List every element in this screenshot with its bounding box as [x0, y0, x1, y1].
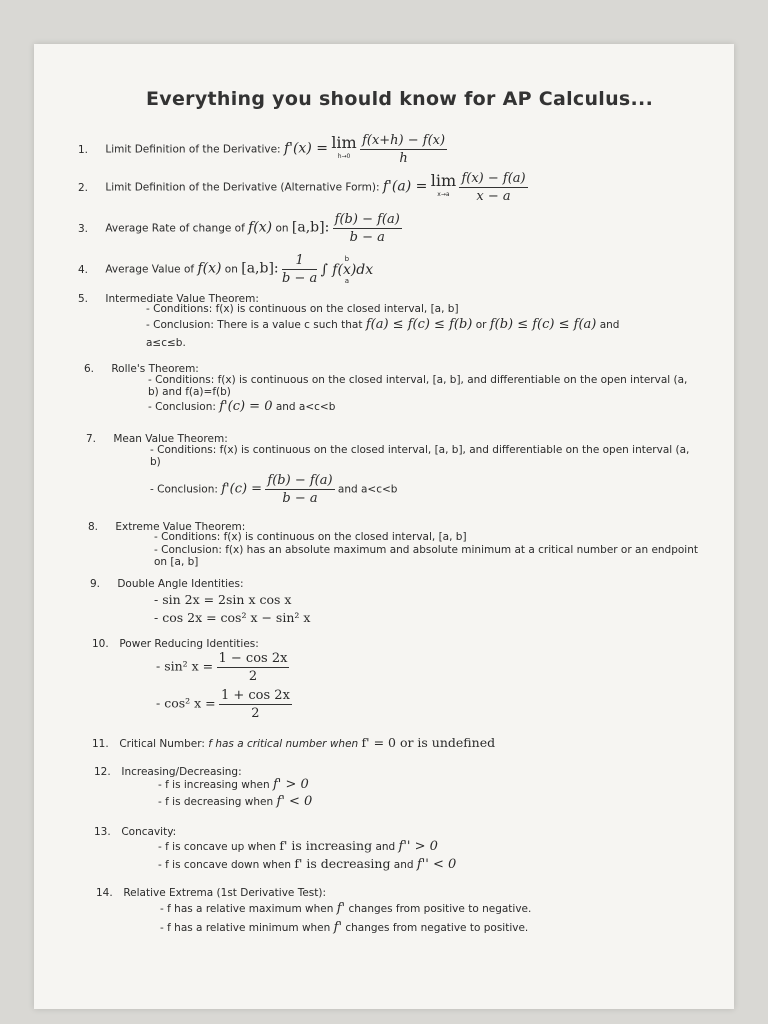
item-average-rate: 3. Average Rate of change of f(x) on [a,b]: $\frac{f(b) - f(a)}{b - a}$	[78, 212, 400, 245]
integral-limits: b ∫ f(x)dx a	[320, 254, 374, 285]
ivt-range: a≤c≤b.	[146, 337, 186, 349]
item-relative-extrema-heading: 14. Relative Extrema (1st Derivative Test):	[96, 887, 327, 899]
item-double-angle-heading: 9. Double Angle Identities:	[90, 578, 244, 590]
decreasing-rule: - f is decreasing when f' < 0	[158, 794, 313, 809]
fraction: $\frac{f(b) - f(a)}{b - a}$	[334, 212, 400, 245]
mvt-conditions-cont: b)	[150, 456, 161, 468]
evt-conclusion: - Conclusion: f(x) has an absolute maximum and absolute minimum at a critical number or an endpoint	[154, 544, 698, 556]
relative-maximum-rule: - f has a relative maximum when f' changes from positive to negative.	[160, 901, 532, 916]
concave-down-rule: - f is concave down when f' is decreasing and f'' < 0	[158, 856, 457, 872]
double-angle-sin: - sin 2x = 2sin x cos x	[154, 592, 292, 607]
item-mvt-heading: 7. Mean Value Theorem:	[86, 433, 228, 445]
item-average-value: 4. Average Value of f(x) on [a,b]: $\frac{1}{b - a}$ b ∫ f(x)dx a	[78, 253, 374, 286]
item-concavity-heading: 13. Concavity:	[94, 826, 177, 838]
item-increasing-decreasing-heading: 12. Increasing/Decreasing:	[94, 766, 242, 778]
fraction: $\frac{f(x) - f(a)}{x - a}$	[461, 171, 526, 204]
limit-expression: lim x→a	[430, 170, 457, 198]
concave-up-rule: - f is concave up when f' is increasing and f'' > 0	[158, 838, 438, 854]
double-angle-cos: - cos 2x = cos² x − sin² x	[154, 610, 311, 625]
mvt-conclusion: - Conclusion: f'(c) = $\frac{f(b) - f(a)}{b - a}$ and a<c<b	[150, 473, 398, 506]
fraction: $\frac{f(b) - f(a)}{b - a}$	[267, 473, 333, 506]
item-ivt-heading: 5. Intermediate Value Theorem:	[78, 293, 259, 305]
fraction: $\frac{1 + \cos 2x}{2}$	[220, 688, 290, 721]
evt-conclusion-cont: on [a, b]	[154, 556, 199, 568]
limit-expression: lim h→0	[331, 132, 357, 160]
fraction: $\frac{1}{b - a}$	[281, 253, 318, 286]
increasing-rule: - f is increasing when f' > 0	[158, 777, 309, 792]
rolle-conditions-cont: b) and f(a)=f(b)	[148, 386, 231, 398]
item-critical-number: 11. Critical Number: f has a critical number when f' = 0 or is undefined	[92, 735, 496, 750]
mvt-conditions: - Conditions: f(x) is continuous on the closed interval, [a, b], and differentiable on the open interval (a,	[150, 444, 690, 456]
page-title: Everything you should know for AP Calculus...	[146, 88, 654, 110]
rolle-conclusion: - Conclusion: f'(c) = 0 and a<c<b	[148, 399, 336, 414]
item-rolle-heading: 6. Rolle's Theorem:	[84, 363, 199, 375]
item-limit-definition: 1. Limit Definition of the Derivative: f'(x) = lim h→0 $\frac{f(x+h) - f(x)}{h}$	[78, 132, 446, 166]
ivt-conditions: - Conditions: f(x) is continuous on the closed interval, [a, b]	[146, 303, 459, 315]
item-evt-heading: 8. Extreme Value Theorem:	[88, 521, 246, 533]
fraction: $\frac{1 - \cos 2x}{2}$	[218, 651, 288, 684]
fraction: $\frac{f(x+h) - f(x)}{h}$	[362, 133, 446, 166]
relative-minimum-rule: - f has a relative minimum when f' changes from negative to positive.	[160, 920, 529, 935]
evt-conditions: - Conditions: f(x) is continuous on the closed interval, [a, b]	[154, 531, 467, 543]
power-reducing-cos: - cos² x = $\frac{1 + \cos 2x}{2}$	[156, 688, 290, 721]
rolle-conditions: - Conditions: f(x) is continuous on the closed interval, [a, b], and differentiable on the open interval (a,	[148, 374, 688, 386]
power-reducing-sin: - sin² x = $\frac{1 - \cos 2x}{2}$	[156, 651, 288, 684]
ivt-conclusion: - Conclusion: There is a value c such that f(a) ≤ f(c) ≤ f(b) or f(b) ≤ f(c) ≤ f(a) and	[146, 317, 620, 332]
item-power-reducing-heading: 10. Power Reducing Identities:	[92, 638, 259, 650]
document-page	[34, 44, 734, 1009]
item-limit-definition-alt: 2. Limit Definition of the Derivative (Alternative Form): f'(a) = lim x→a $\frac{f(x) - f(a)}{x - a}$	[78, 170, 526, 204]
